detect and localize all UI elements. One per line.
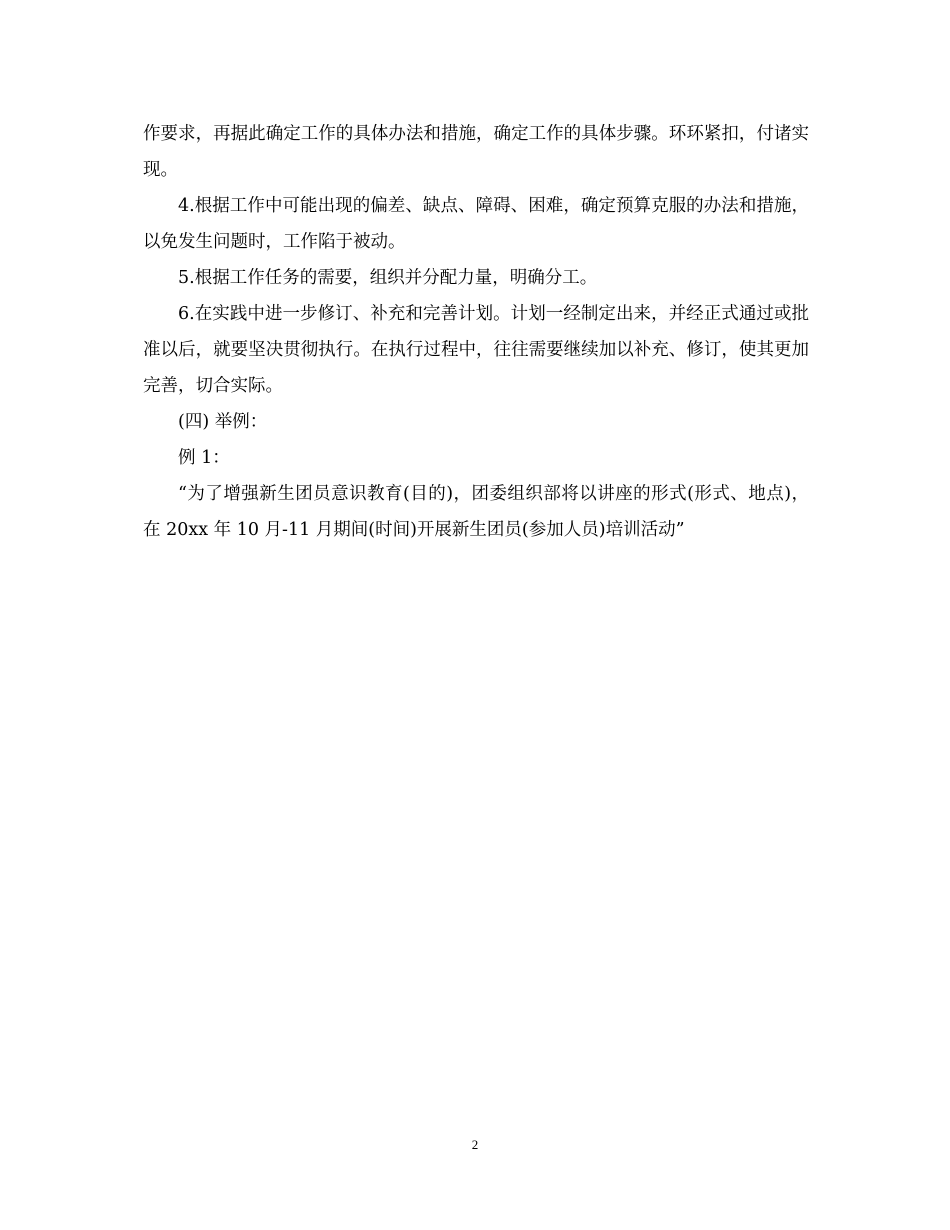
section-heading-examples: (四) 举例： — [178, 412, 268, 432]
paragraph-item-4: 4.根据工作中可能出现的偏差、缺点、障碍、困难，确定预算克服的办法和措施，以免发生问题时，工作陷于被动。 — [143, 196, 809, 252]
page-number: 2 — [471, 1137, 479, 1152]
document-body — [143, 116, 809, 548]
paragraph-item-6: 6.在实践中进一步修订、补充和完善计划。计划一经制定出来，并经正式通过或批准以后，就要坚决贯彻执行。在执行过程中，往往需要继续加以补充、修订，使其更加完善，切合实际。 — [143, 304, 809, 396]
example-quote: “为了增强新生团员意识教育(目的)，团委组织部将以讲座的形式(形式、地点)，在 20xx 年 10 月-11 月期间(时间)开展新生团员(参加人员)培训活动” — [143, 484, 809, 540]
paragraph-item-5: 5.根据工作任务的需要，组织并分配力量，明确分工。 — [178, 268, 598, 288]
paragraph-continuation: 作要求，再据此确定工作的具体办法和措施，确定工作的具体步骤。环环紧扣，付诸实现。 — [143, 124, 809, 180]
example-label: 例 1： — [178, 448, 230, 468]
